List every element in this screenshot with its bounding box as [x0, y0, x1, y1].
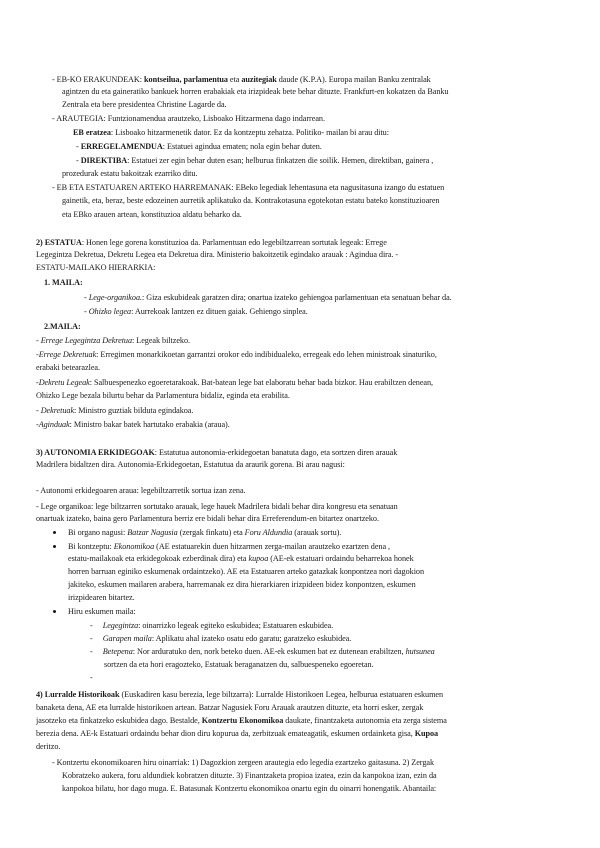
text: - EB-KO ERAKUNDEAK: — [52, 75, 145, 84]
text: : Aurrekoak lantzen ez dituen gaiak. Gehiengo sinplea. — [131, 307, 308, 316]
italic-term: Lege-organikoa. — [88, 293, 142, 302]
text: - — [84, 293, 89, 302]
paragraph-line: erabaki betearazlea. — [36, 363, 100, 372]
paragraph-line: Legegintza Dekretua, Dekretu Legea eta Dekretua dira. Ministerio bakoitzetik egindako arauak : Agindua dira. - — [36, 250, 399, 259]
italic-term: Aginduak — [38, 420, 70, 429]
text: : oinarrizko legeak egiteko eskubidea; Estatuaren eskubidea. — [138, 621, 334, 630]
text: : Erregimen monarkikoetan garrantzi orokor edo indibidualeko, erregeak edo lehen ministroak sinaturiko, — [96, 350, 437, 359]
eb-eratzea-line — [73, 127, 389, 138]
italic-term: kupoa — [248, 554, 269, 563]
text: : Giza eskubideak garatzen dira; onartua izateko gehiengoa parlamentuan eta senatuan behar da. — [141, 293, 452, 302]
dekretuak-line — [36, 405, 193, 416]
errege-dekretuak-line — [36, 349, 437, 360]
paragraph-line: Zentrala eta bere presidentea Christine Lagarde da. — [62, 100, 227, 109]
ohizko-legea-line — [84, 306, 308, 317]
garapen-maila-line — [90, 633, 351, 644]
paragraph-line: Kobratzeko aukera, foru aldundiek kobratzen dituzte. 3) Finantzaketa propioa izatea, ezin da kanpokoa izan, ezin da — [62, 771, 437, 780]
lurralde-heading-line — [36, 689, 443, 700]
text: - — [76, 156, 81, 165]
paragraph-line: agintzen du eta gaineratiko bankuek horren erabakiak eta irizpideak bete behar dituzte. Frankfurt-en kokatzen da Banku — [62, 87, 449, 96]
maila-2-heading: 2.MAILA: — [44, 322, 81, 331]
paragraph-line — [36, 728, 438, 739]
text: : Estatuei agindua ematen; nola egin behar duten. — [162, 142, 322, 151]
eb-estatua-line: - EB ETA ESTATUAREN ARTEKO HARREMANAK: EBeko legediak lehentasuna eta nagusitasuna izango du estatuen — [52, 183, 445, 192]
bullet-icon — [53, 545, 56, 548]
text: : Estatutua autonomia-erkidegoetan banatuta dago, eta sortzen diren arauak — [154, 448, 398, 457]
text: - — [36, 420, 39, 429]
text: daude (K.P.A). Europa mailan Banku zentralak — [276, 75, 431, 84]
text: - — [90, 647, 93, 656]
aginduak-line — [36, 419, 230, 430]
estatua-heading-line — [36, 237, 387, 248]
paragraph-line: prozedurak estatu bakoitzak ezarriko ditu. — [62, 169, 198, 178]
hiru-eskumen-line: Hiru eskumen maila: — [68, 607, 136, 616]
arautegia-line: - ARAUTEGIA: Funtzionamendua arautzeko, Lisboako Hitzarmena dago indarrean. — [52, 114, 325, 123]
bold-text: EB eratzea — [73, 128, 111, 137]
bi-kontzeptu-line — [68, 541, 390, 552]
bold-text: Kontzertu Ekonomikoa — [201, 716, 284, 725]
kontzertu-line: - Kontzertu ekonomikoaren hiru oinarriak: 1) Dagozkion zergeen arautegia edo legedia ezartzeko gaitasuna. 2) Zergak — [52, 758, 435, 767]
paragraph-line: - Lege organikoa: lege biltzarren sortutako arauak, lege hauek Madrilera bidali behar dira kongresu eta senatuan — [36, 502, 398, 511]
erregelamendua-line — [76, 141, 322, 152]
text: (AE estatuarekin duen hitzarmen zerga-mailan arautzeko ezartzen dena , — [154, 542, 391, 551]
bold-text: DIREKTIBA — [80, 156, 128, 165]
section-heading: 4) Lurralde Historikoak — [36, 690, 120, 699]
text: - — [90, 634, 93, 643]
paragraph-line: gainetik, eta, beraz, beste edozeinen aurretik aplikatuko da. Kontrakotasuna egotekotan estatu bateko konstituzioaren — [62, 196, 440, 205]
text: jasotzeko eta finkatzeko eskubidea dago. Bestalde, — [36, 716, 202, 725]
text: : Ministro guztiak bilduta egindakoa. — [74, 406, 194, 415]
bold-text: auzitegiak — [241, 75, 277, 84]
italic-term: Batzar Nagusia — [127, 528, 178, 537]
text: Bi organo nagusi: — [68, 528, 128, 537]
italic-term: Errege Legegintza Dekretua — [40, 336, 133, 345]
text: daukate, finantzaketa autonomia eta zerga sistema — [283, 716, 447, 725]
text: : Honen lege gorena konstituzioa da. Parlamentuan edo legebiltzarrean sortutak legeak: Errege — [81, 238, 387, 247]
bi-organo-line — [68, 527, 341, 538]
text: - — [36, 336, 41, 345]
italic-term: Dekretuak — [40, 406, 75, 415]
eb-institutions-line — [52, 74, 431, 85]
text: - — [90, 621, 93, 630]
text: : Salbuespenezko egoeretarakoak. Bat-batean lege bat elaboratu behar bada bizkor. Hau erabiltzen denean, — [89, 378, 434, 387]
text: (arauak sortu). — [292, 528, 342, 537]
paragraph-line: horren barruan eginiko eskumenak ordaintzeko). AE eta Estatuaren arteko gatazkak konpontzea nori dagokion — [68, 567, 425, 576]
italic-term: Errege Dekretuak — [38, 350, 97, 359]
bold-text: ERREGELAMENDUA — [80, 142, 163, 151]
italic-term: Foru Aldundia — [244, 528, 293, 537]
bullet-icon — [53, 531, 56, 534]
text: (Euskadiren kasu berezia, lege biltzarra): Lurralde Historikoen Legea, helburua estatuaren eskumen — [119, 690, 444, 699]
italic-term: Legegintza — [102, 621, 139, 630]
text: - — [36, 406, 41, 415]
paragraph-line: deritzo. — [36, 742, 61, 751]
paragraph-line: jakiteko, eskumen mailaren arabera, harremanak ez dira hierarkiaren irizpideen bidez konpontzen, eskumen — [68, 580, 416, 589]
paragraph-line: onartuak izateko, baina gero Parlamentura berriz ere bidali behar dira Erreferendum-en bitartez onartzeko. — [36, 514, 379, 523]
errege-legegintza-line — [36, 335, 190, 346]
italic-term: Betepena — [102, 647, 133, 656]
text: (zergak finkatu) eta — [177, 528, 245, 537]
italic-term: Ohizko legea — [88, 307, 132, 316]
text: : Ministro bakar batek hartutako erabakia (araua). — [69, 420, 230, 429]
text: estatu-mailakoak eta erkidegokoak ezberdinak dira) eta — [68, 554, 249, 563]
paragraph-line: - Autonomi erkidegoaren araua: legebiltzarretik sortua izan zena. — [36, 486, 246, 495]
direktiba-line — [76, 155, 433, 166]
betepena-line — [90, 646, 435, 657]
italic-term: Garapen maila — [102, 634, 152, 643]
paragraph-line: ESTATU-MAILAKO HIERARKIA: — [36, 263, 156, 272]
dekretu-legeak-line — [36, 377, 433, 388]
paragraph-line: kanpokoa bilatu, hor dago muga. E. Batasunak Kontzertu ekonomikoa onartu egin du oinarri honengatik. Abantaila: — [62, 784, 437, 793]
text: : Lisboako hitzarmenetik dator. Ez da kontzeptu zehatza. Politiko- mailan bi arau ditu: — [110, 128, 389, 137]
text: eta — [227, 75, 242, 84]
paragraph-line: Ohizko Lege bezala bilurtu behar da Parlamentura bidaliz, eginda eta erabilita. — [36, 391, 290, 400]
lege-organikoa-line — [84, 292, 452, 303]
paragraph-line: sortzen da eta hori eragozteko, Estatuak beraganatzen du, salbuespeneko egoeretan. — [104, 660, 374, 669]
paragraph-line: irizpidearen bitartez. — [68, 593, 135, 602]
text: - — [76, 142, 81, 151]
paragraph-line: eta EBko arauen artean, konstituzioa aldatu beharko da. — [62, 210, 242, 219]
text: berezia dena. AE-k Estatuari ordaindu behar dion diru kopurua da, zerbitzuak emateagatik, eskumen ordainketa gisa, — [36, 729, 415, 738]
italic-term: hutsunea — [405, 647, 435, 656]
text: Bi kontzeptu: — [68, 542, 114, 551]
text: - — [84, 307, 89, 316]
text: : Aplikatu ahal izateko osatu edo garatu; garatzeko eskubidea. — [151, 634, 352, 643]
section-heading: 3) AUTONOMIA ERKIDEGOAK — [36, 448, 155, 457]
paragraph-line: banaketa dena, AE eta lurralde historikoen artean. Batzar Nagusiek Foru Arauak arautzen dituzte, eta horri esker, zergak — [36, 703, 424, 712]
text: (AE-ek estatuari ordaindu beharrekoa honek — [268, 554, 414, 563]
text: - — [36, 350, 39, 359]
autonomia-heading-line — [36, 447, 397, 458]
text: : Estatuei zer egin behar duten esan; helburua finkatzen die soilik. Hemen, direktiban, gainera , — [127, 156, 434, 165]
text: : Legeak biltzeko. — [132, 336, 190, 345]
paragraph-line — [68, 553, 414, 564]
text: : Nor arduratuko den, nork beteko duen. AE-ek eskumen bat ez dutenean erabiltzen, — [132, 647, 406, 656]
maila-1-heading: 1. MAILA: — [44, 278, 83, 287]
paragraph-line — [36, 715, 447, 726]
paragraph-line: Madrilera bidaltzen dira. Autonomia-Erkidegoetan, Estatutua da araurik gorena. Bi arau nagusi: — [36, 460, 345, 469]
bold-text: kontseilua, parlamentua — [144, 75, 228, 84]
bold-text: Kupoa — [414, 729, 439, 738]
italic-term: Dekretu Legeak — [38, 378, 90, 387]
text: - — [36, 378, 39, 387]
italic-term: Ekonomikoa — [113, 542, 155, 551]
section-heading: 2) ESTATUA — [36, 238, 82, 247]
bullet-icon — [53, 610, 56, 613]
legegintza-line — [90, 620, 333, 631]
empty-dash-line: - — [90, 673, 93, 682]
